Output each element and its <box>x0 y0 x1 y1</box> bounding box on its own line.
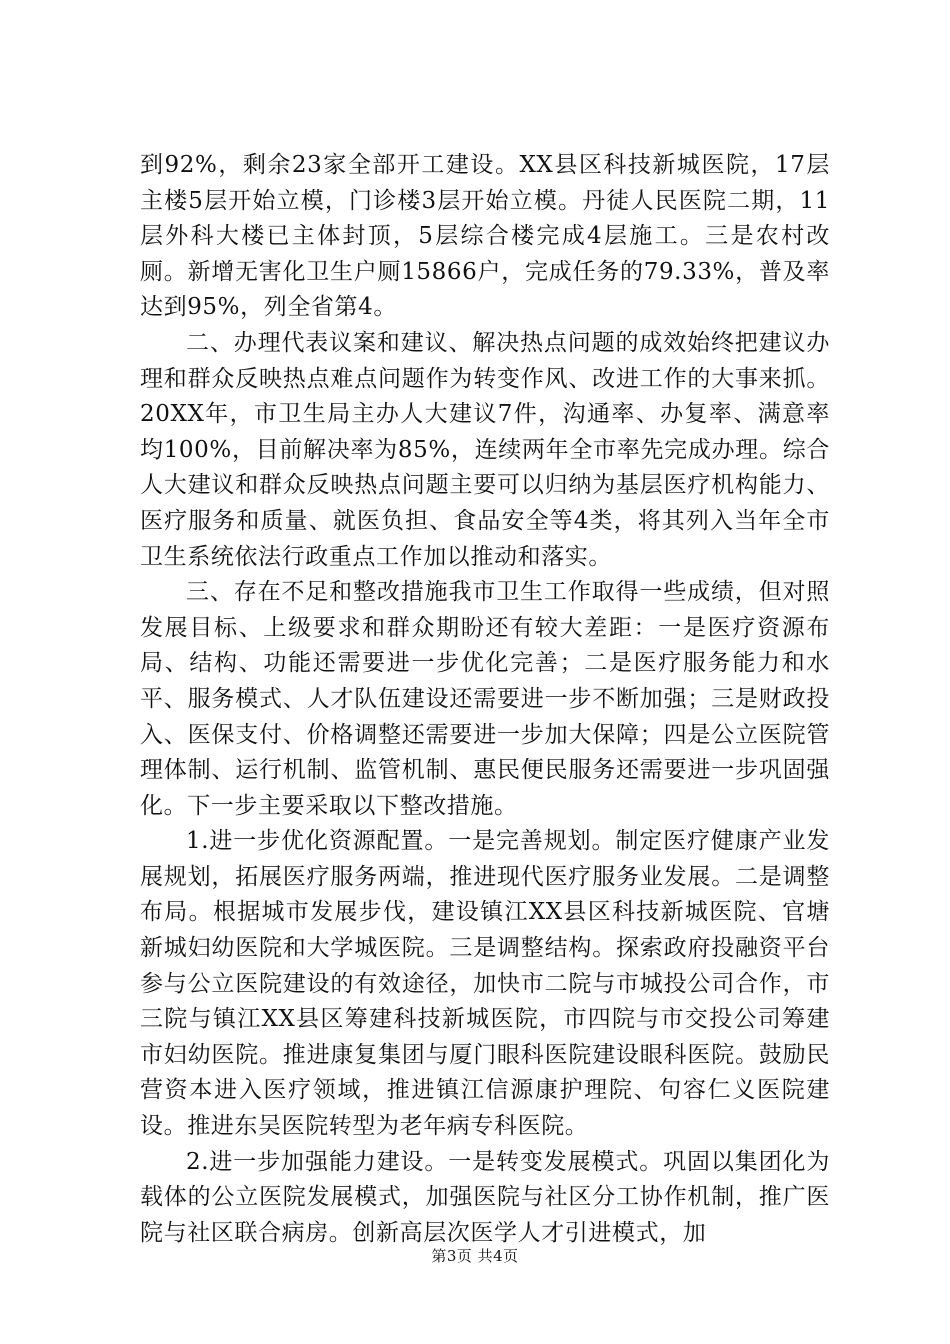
paragraph-measure-two: 2.进一步加强能力建设。一是转变发展模式。巩固以集团化为载体的公立医院发展模式，加强医院与社区分工协作机制，推广医院与社区联合病房。创新高层次医学人才引进模式，加 <box>140 1148 830 1246</box>
paragraph-continuation: 到92%，剩余23家全部开工建设。XX县区科技新城医院，17层主楼5层开始立模，门诊楼3层开始立模。丹徒人民医院二期，11层外科大楼已主体封顶，5层综合楼完成4层施工。三是农村改厕。新增无害化卫生户厕15866户，完成任务的79.33%，普及率达到95%，列全省第4。 <box>140 152 830 321</box>
page-number-footer: 第3页 共4页 <box>431 1247 519 1265</box>
document-body <box>140 148 830 1251</box>
paragraph-measure-one: 1.进一步优化资源配置。一是完善规划。制定医疗健康产业发展规划，拓展医疗服务两端，推进现代医疗服务业发展。二是调整布局。根据城市发展步伐，建设镇江XX县区科技新城医院、官塘新城妇幼医院和大学城医院。三是调整结构。探索政府投融资平台参与公立医院建设的有效途径，加快市二院与市城投公司合作，市三院与镇江XX县区筹建科技新城医院，市四院与市交投公司筹建市妇幼医院。推进康复集团与厦门眼科医院建设眼科医院。鼓励民营资本进入医疗领域，推进镇江信源康护理院、句容仁义医院建设。推进东吴医院转型为老年病专科医院。 <box>140 828 830 1140</box>
paragraph-section-three: 三、存在不足和整改措施我市卫生工作取得一些成绩，但对照发展目标、上级要求和群众期盼还有较大差距：一是医疗资源布局、结构、功能还需要进一步优化完善；二是医疗服务能力和水平、服务模式、人才队伍建设还需要进一步不断加强；三是财政投入、医保支付、价格调整还需要进一步加大保障；四是公立医院管理体制、运行机制、监管机制、惠民便民服务还需要进一步巩固强化。下一步主要采取以下整改措施。 <box>140 579 830 819</box>
paragraph-section-two: 二、办理代表议案和建议、解决热点问题的成效始终把建议办理和群众反映热点难点问题作为转变作风、改进工作的大事来抓。20XX年，市卫生局主办人大建议7件，沟通率、办复率、满意率均100%，目前解决率为85%，连续两年全市率先完成办理。综合人大建议和群众反映热点问题主要可以归纳为基层医疗机构能力、医疗服务和质量、就医负担、食品安全等4类，将其列入当年全市卫生系统依法行政重点工作加以推动和落实。 <box>140 329 830 570</box>
